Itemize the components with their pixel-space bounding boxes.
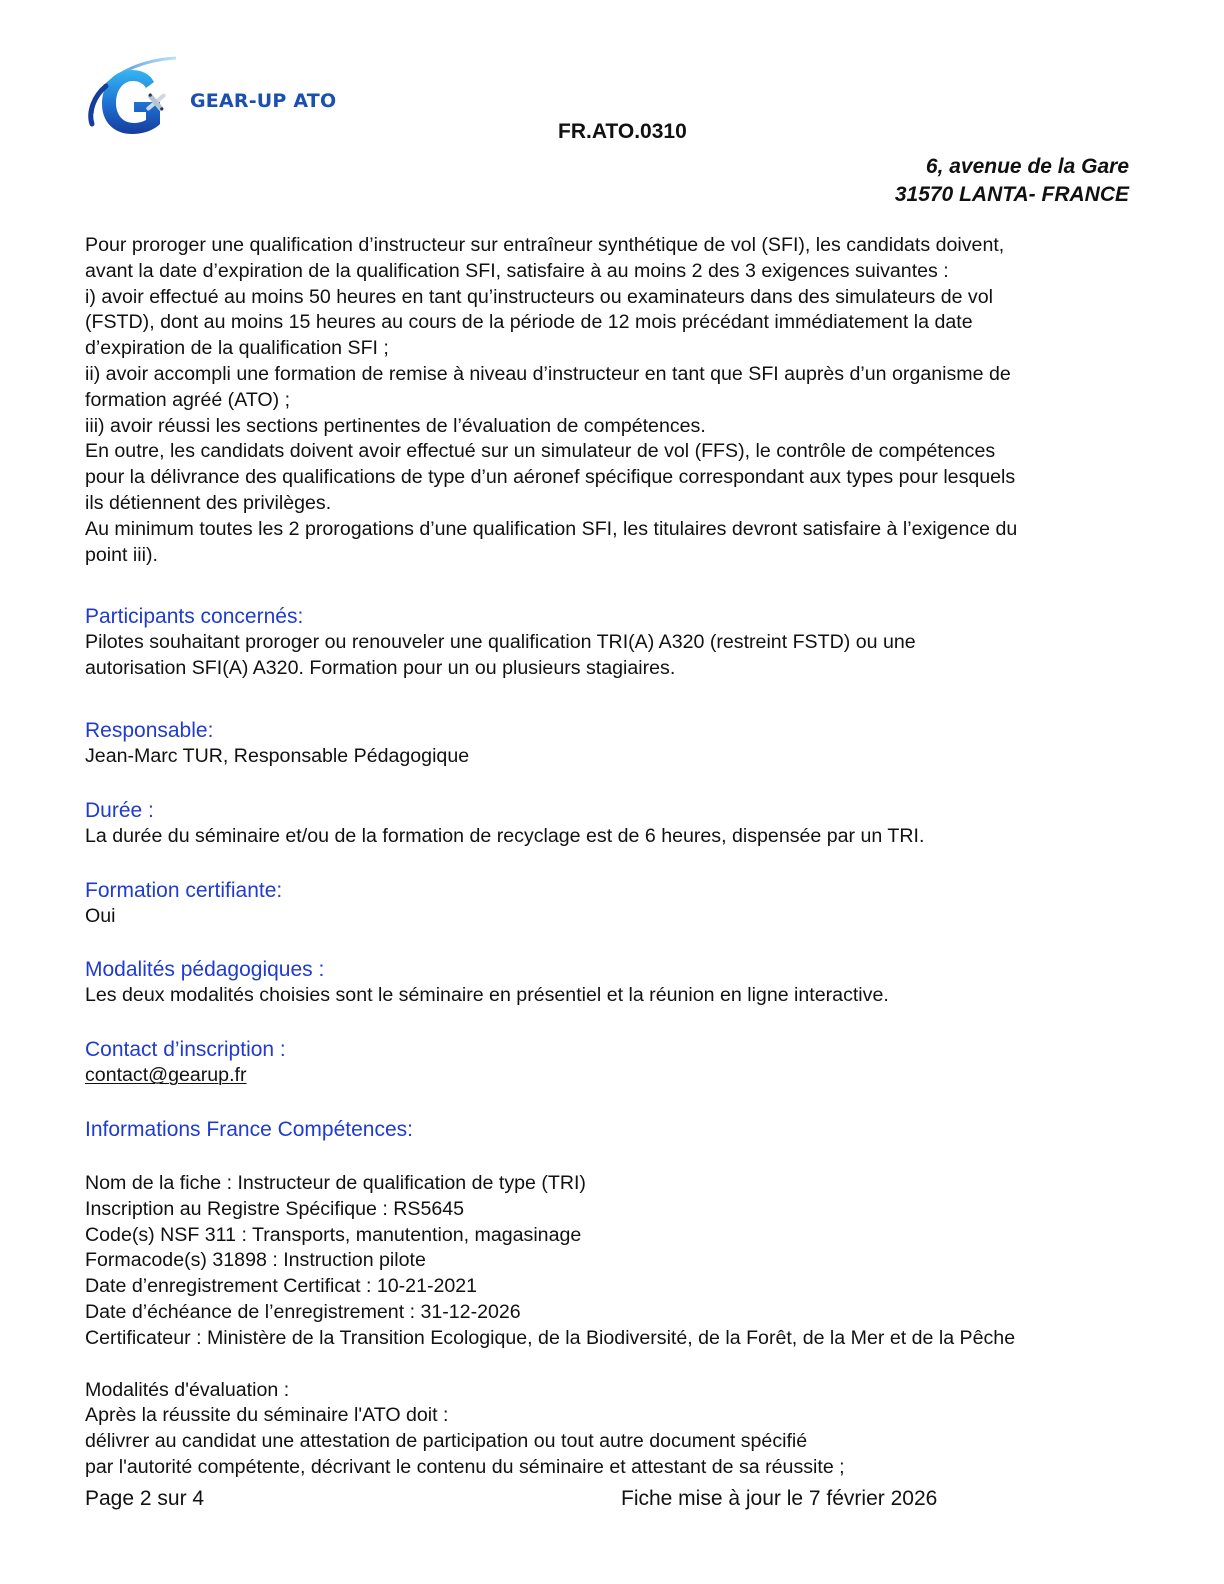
intro-line: pour la délivrance des qualifications de type d’un aéronef spécifique correspondant aux types pour lesquels: [85, 466, 1016, 489]
section-title: Participants concernés:: [85, 605, 304, 629]
info-line: Date d’échéance de l’enregistrement : 31-12-2026: [85, 1300, 521, 1323]
info-line: Formacode(s) 31898 : Instruction pilote: [85, 1249, 426, 1272]
info-line: Date d’enregistrement Certificat : 10-21-2021: [85, 1275, 478, 1298]
section-body: Jean-Marc TUR, Responsable Pédagogique: [85, 744, 470, 767]
section-participants: [85, 604, 1145, 682]
intro-line: iii) avoir réussi les sections pertinentes de l’évaluation de compétences.: [85, 414, 706, 437]
company-logo: [84, 52, 344, 140]
intro-line: Au minimum toutes les 2 prorogations d’une qualification SFI, les titulaires devront satisfaire à l’exigence du: [85, 517, 1018, 540]
address-city: 31570 LANTA- FRANCE: [894, 183, 1129, 206]
intro-line: point iii).: [85, 543, 158, 566]
address-street: 6, avenue de la Gare: [925, 155, 1129, 178]
info-line: Code(s) NSF 311 : Transports, manutention, magasinage: [85, 1223, 582, 1246]
section-duree: [85, 798, 1145, 850]
section-modalites: [85, 957, 1145, 1009]
section-title: Durée :: [85, 798, 154, 822]
intro-line: ils détiennent des privilèges.: [85, 491, 332, 514]
section-title: Responsable:: [85, 718, 214, 742]
section-contact: [85, 1037, 1145, 1089]
info-line: Nom de la fiche : Instructeur de qualification de type (TRI): [85, 1171, 586, 1194]
page-number: Page 2 sur 4: [85, 1487, 205, 1510]
intro-line: En outre, les candidats doivent avoir effectué sur un simulateur de vol (FFS), le contrôle de compétences: [85, 440, 996, 463]
document-body: [85, 233, 1145, 1481]
section-title: Formation certifiante:: [85, 878, 283, 902]
gear-up-g-airplane-logo-icon: [84, 52, 184, 140]
section-title: Contact d’inscription :: [85, 1038, 286, 1062]
section-body: Les deux modalités choisies sont le séminaire en présentiel et la réunion en ligne interactive.: [85, 984, 889, 1007]
section-title: Modalités pédagogiques :: [85, 958, 325, 982]
evaluation-line: par l'autorité compétente, décrivant le contenu du séminaire et attestant de sa réussite ;: [85, 1455, 845, 1478]
contact-email-link[interactable]: contact@gearup.fr: [85, 1064, 247, 1087]
section-body: Pilotes souhaitant proroger ou renouveler une qualification TRI(A) A320 (restreint FSTD) ou une: [85, 631, 916, 654]
section-body: autorisation SFI(A) A320. Formation pour un ou plusieurs stagiaires.: [85, 657, 676, 680]
intro-line: (FSTD), dont au moins 15 heures au cours de la période de 12 mois précédant immédiatement la date: [85, 311, 973, 334]
brand-name: GEAR-UP ATO: [190, 90, 337, 112]
section-france-competences: [85, 1117, 1145, 1352]
address-block: [895, 153, 1129, 209]
intro-line: Pour proroger une qualification d’instructeur sur entraîneur synthétique de vol (SFI), les candidats doivent,: [85, 234, 1005, 256]
evaluation-line: Après la réussite du séminaire l'ATO doit :: [85, 1404, 449, 1427]
intro-line: d’expiration de la qualification SFI ;: [85, 337, 389, 360]
info-line: Certificateur : Ministère de la Transition Ecologique, de la Biodiversité, de la Forêt, de la Mer et de la Pêche: [85, 1326, 1016, 1349]
last-updated: Fiche mise à jour le 7 février 2026: [621, 1487, 938, 1510]
info-line: Inscription au Registre Spécifique : RS5645: [85, 1197, 465, 1220]
evaluation-line: délivrer au candidat une attestation de participation ou tout autre document spécifié: [85, 1430, 808, 1453]
evaluation-line: Modalités d'évaluation :: [85, 1378, 290, 1401]
section-certifiante: [85, 878, 1145, 930]
document-reference: FR.ATO.0310: [558, 120, 687, 143]
section-evaluation: [85, 1378, 1145, 1481]
intro-line: ii) avoir accompli une formation de remise à niveau d’instructeur en tant que SFI auprès d’un organisme de: [85, 362, 1011, 385]
section-body: La durée du séminaire et/ou de la formation de recyclage est de 6 heures, dispensée par un TRI.: [85, 824, 925, 847]
intro-line: avant la date d’expiration de la qualification SFI, satisfaire à au moins 2 des 3 exigences suivantes :: [85, 259, 949, 282]
intro-line: formation agréé (ATO) ;: [85, 388, 291, 411]
section-title: Informations France Compétences:: [85, 1117, 413, 1141]
section-body: Oui: [85, 904, 116, 927]
intro-paragraph: [85, 233, 1145, 568]
section-responsable: [85, 718, 1145, 770]
intro-line: i) avoir effectué au moins 50 heures en tant qu’instructeurs ou examinateurs dans des simulateurs de vol: [85, 285, 993, 308]
